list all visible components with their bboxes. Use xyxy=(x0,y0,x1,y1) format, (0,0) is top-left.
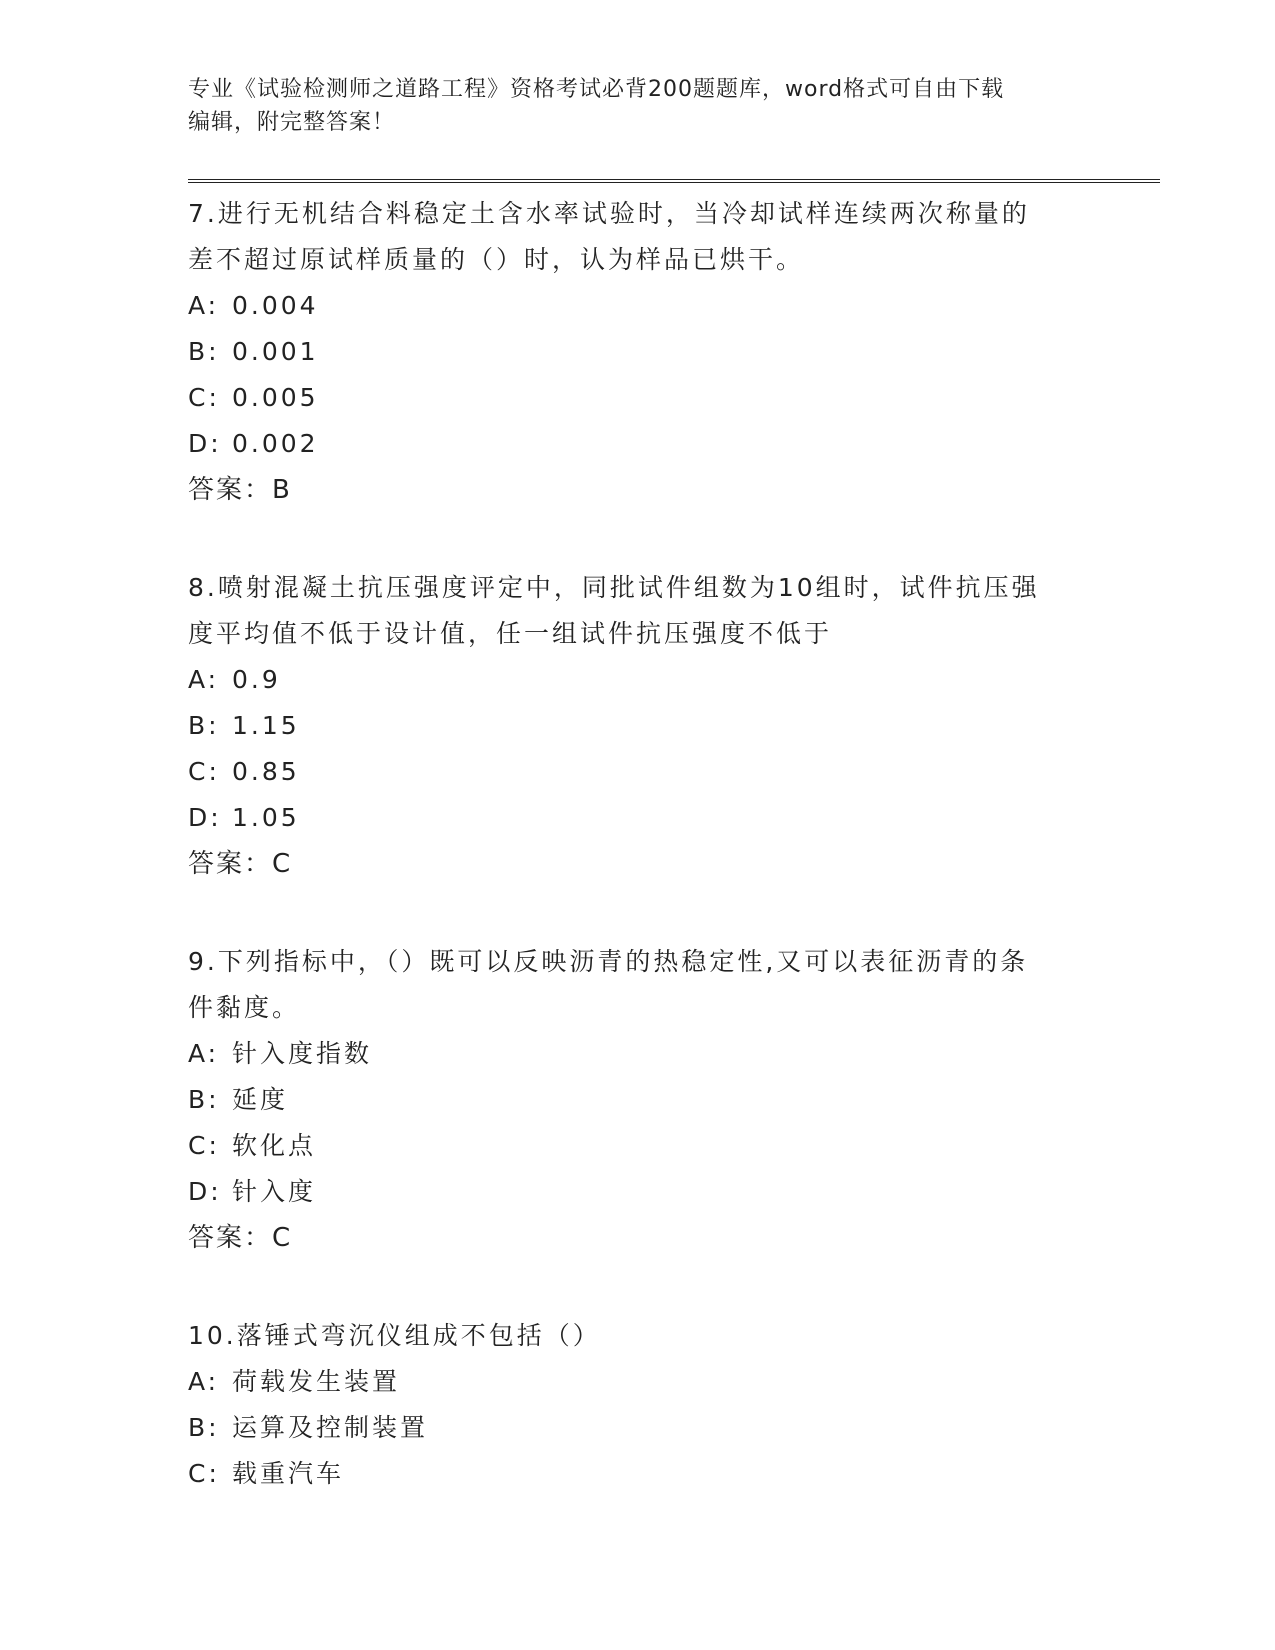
option-text: 延度 xyxy=(232,1085,289,1114)
question-9 xyxy=(188,939,1088,1261)
question-stem-line: 度平均值不低于设计值，任一组试件抗压强度不低于 xyxy=(188,619,833,648)
question-stem-line: 9.下列指标中，（）既可以反映沥青的热稳定性,又可以表征沥青的条 xyxy=(188,947,1029,976)
option-text: 0.9 xyxy=(232,665,281,694)
option-letter: B: xyxy=(188,1085,220,1114)
answer-line: 答案：B xyxy=(188,475,292,505)
option-letter: A: xyxy=(188,665,220,694)
option-text: 荷载发生装置 xyxy=(232,1367,401,1396)
option-b xyxy=(188,1077,1088,1123)
option-text: 1.15 xyxy=(232,711,300,740)
option-letter: B: xyxy=(188,337,220,366)
option-letter: D: xyxy=(188,1177,222,1206)
option-c xyxy=(188,375,1088,421)
option-c xyxy=(188,1451,1088,1497)
option-letter: A: xyxy=(188,1039,220,1068)
option-b xyxy=(188,703,1088,749)
option-text: 0.004 xyxy=(232,291,319,320)
question-7 xyxy=(188,191,1088,513)
option-b xyxy=(188,1405,1088,1451)
option-letter: A: xyxy=(188,291,220,320)
option-a xyxy=(188,1359,1088,1405)
question-10 xyxy=(188,1313,1088,1497)
option-c xyxy=(188,749,1088,795)
option-text: 针入度 xyxy=(232,1177,317,1206)
option-a xyxy=(188,657,1088,703)
question-stem-line: 件黏度。 xyxy=(188,993,301,1022)
question-stem-line: 8.喷射混凝土抗压强度评定中，同批试件组数为10组时，试件抗压强 xyxy=(188,573,1040,602)
option-text: 0.85 xyxy=(232,757,300,786)
option-letter: B: xyxy=(188,711,220,740)
header-line-2: 编辑，附完整答案！ xyxy=(188,110,396,135)
question-list xyxy=(188,191,1088,1549)
question-8 xyxy=(188,565,1088,887)
option-text: 软化点 xyxy=(232,1131,317,1160)
question-stem-line: 7.进行无机结合料稳定土含水率试验时，当冷却试样连续两次称量的 xyxy=(188,199,1030,228)
option-d xyxy=(188,1169,1088,1215)
option-text: 针入度指数 xyxy=(232,1039,373,1068)
option-letter: C: xyxy=(188,383,220,412)
header-line-1: 专业《试验检测师之道路工程》资格考试必背200题题库，word格式可自由下载 xyxy=(188,77,1005,102)
option-letter: C: xyxy=(188,1131,220,1160)
option-letter: D: xyxy=(188,803,222,832)
option-letter: C: xyxy=(188,757,220,786)
option-c xyxy=(188,1123,1088,1169)
option-text: 1.05 xyxy=(232,803,300,832)
document-header xyxy=(188,73,1088,139)
question-stem-line: 差不超过原试样质量的（）时，认为样品已烘干。 xyxy=(188,245,805,274)
option-a xyxy=(188,1031,1088,1077)
header-divider xyxy=(188,179,1160,183)
answer-line: 答案：C xyxy=(188,849,293,879)
option-text: 0.002 xyxy=(232,429,319,458)
option-letter: B: xyxy=(188,1413,220,1442)
option-letter: A: xyxy=(188,1367,220,1396)
option-a xyxy=(188,283,1088,329)
option-d xyxy=(188,795,1088,841)
option-text: 0.005 xyxy=(232,383,319,412)
option-b xyxy=(188,329,1088,375)
option-letter: C: xyxy=(188,1459,220,1488)
option-d xyxy=(188,421,1088,467)
option-text: 载重汽车 xyxy=(232,1459,345,1488)
question-stem-line: 10.落锤式弯沉仪组成不包括（） xyxy=(188,1321,601,1350)
option-letter: D: xyxy=(188,429,222,458)
option-text: 0.001 xyxy=(232,337,319,366)
answer-line: 答案：C xyxy=(188,1223,293,1253)
option-text: 运算及控制装置 xyxy=(232,1413,429,1442)
